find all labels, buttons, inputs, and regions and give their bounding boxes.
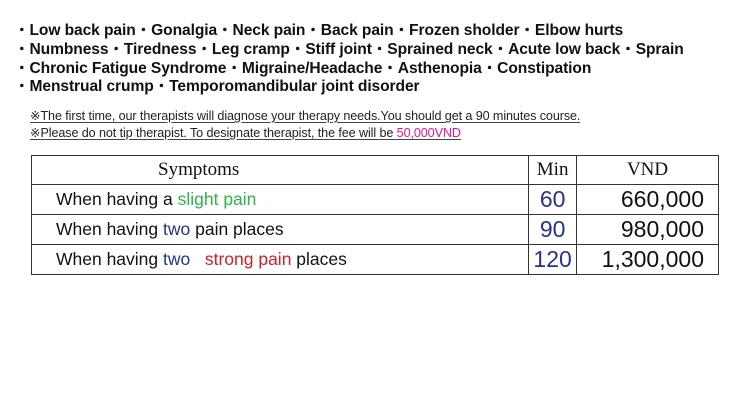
- desc-highlight: strong pain: [204, 249, 292, 269]
- vnd-header: VND: [577, 156, 719, 185]
- diagnosis-note: ※The first time, our therapists will diagnose your therapy needs.You should get a 90 minutes course.: [30, 109, 581, 123]
- desc-highlight: two: [163, 219, 191, 239]
- min-header: Min: [529, 156, 577, 185]
- symptom-line: ・Menstrual crump・Temporomandibular joint disorder: [14, 78, 420, 96]
- symptoms-header: Symptoms: [32, 156, 529, 185]
- symptom-line: ・Chronic Fatigue Syndrome・Migraine/Headache・Asthenopia・Constipation: [14, 59, 592, 77]
- price-table: [31, 155, 719, 275]
- notes: [30, 108, 730, 142]
- table-row: [32, 245, 719, 275]
- row-price: 1,300,000: [577, 245, 719, 275]
- row-description: [32, 245, 529, 275]
- symptom-line: ・Low back pain・Gonalgia・Neck pain・Back pain・Frozen sholder・Elbow hurts: [14, 22, 624, 39]
- tip-note: [30, 125, 730, 142]
- desc-highlight: two: [163, 249, 191, 269]
- desc-spacer: [190, 249, 205, 269]
- tip-note-text: ※Please do not tip therapist. To designate therapist, the fee will be: [30, 126, 397, 140]
- symptom-list: [14, 22, 744, 97]
- desc-text: When having: [56, 219, 164, 239]
- row-minutes: 60: [529, 185, 577, 215]
- row-description: [32, 215, 529, 245]
- symptom-line: ・Numbness・Tiredness・Leg cramp・Stiff joint・Sprained neck・Acute low back・Sprain: [14, 40, 684, 58]
- desc-text: pain places: [190, 219, 284, 239]
- row-price: 980,000: [577, 215, 719, 245]
- row-price: 660,000: [577, 185, 719, 215]
- row-minutes: 90: [529, 215, 577, 245]
- desc-text: When having a: [56, 189, 178, 209]
- desc-text: places: [291, 249, 347, 269]
- designation-fee: 50,000VND: [396, 126, 461, 140]
- price-table-header: [32, 156, 719, 185]
- row-minutes: 120: [529, 245, 577, 275]
- row-description: [32, 185, 529, 215]
- table-row: [32, 215, 719, 245]
- table-row: [32, 185, 719, 215]
- desc-text: When having: [56, 249, 164, 269]
- desc-highlight: slight pain: [177, 189, 257, 209]
